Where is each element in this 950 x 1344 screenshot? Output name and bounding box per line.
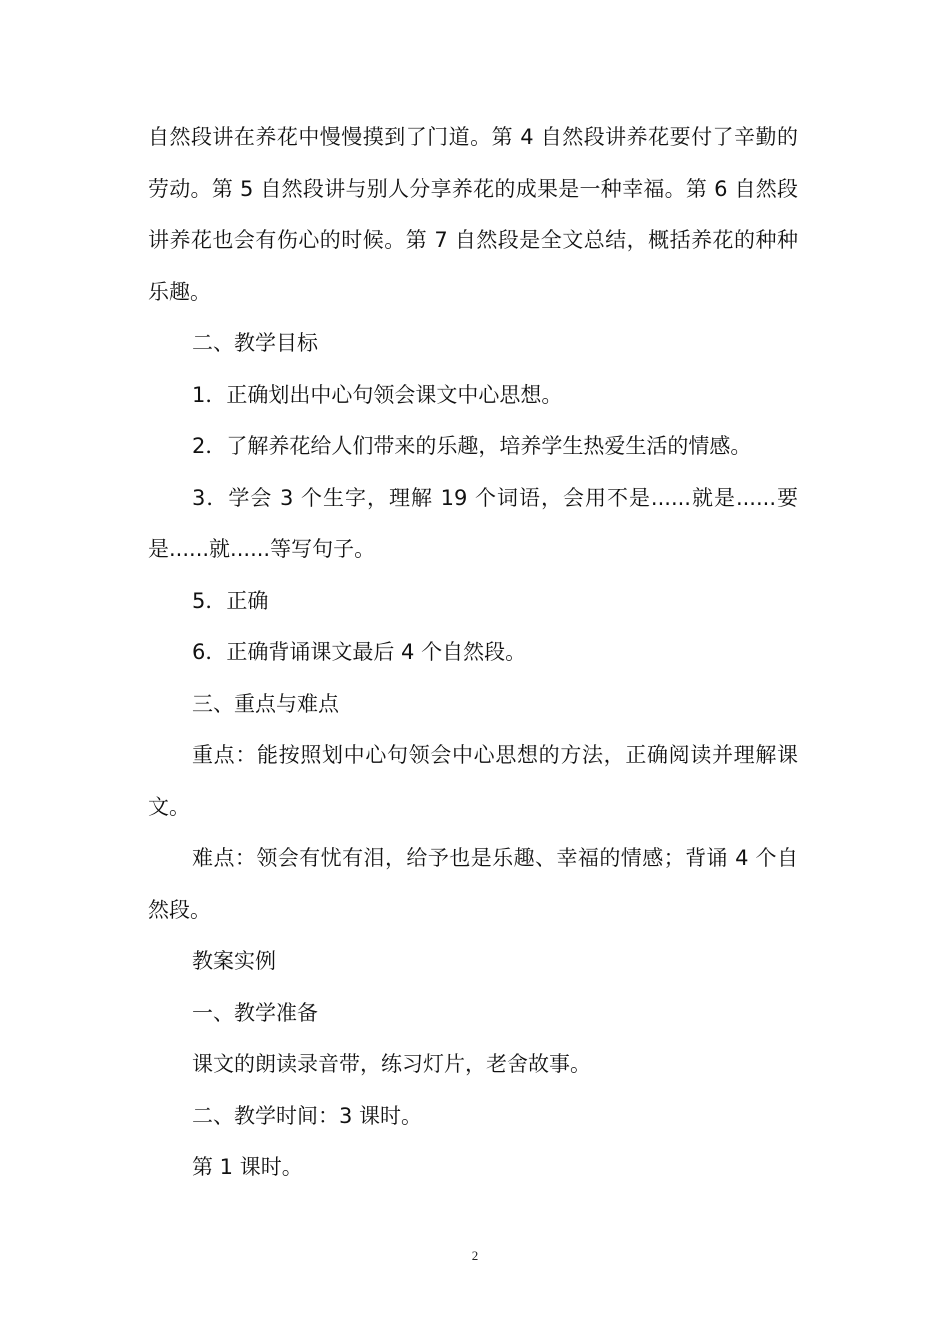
heading-teaching-time: 二、教学时间：3 课时。 bbox=[192, 1103, 423, 1128]
goal-item-3: 3．学会 3 个生字，理解 19 个词语，会用不是......就是......要是......就......等写句子。 bbox=[148, 485, 798, 561]
heading-lesson-example: 教案实例 bbox=[192, 949, 276, 973]
heading-preparation: 一、教学准备 bbox=[192, 1000, 318, 1025]
goal-item-2: 2．了解养花给人们带来的乐趣，培养学生热爱生活的情感。 bbox=[192, 434, 752, 458]
goal-item-1: 1．正确划出中心句领会课文中心思想。 bbox=[192, 382, 563, 407]
difficult-point: 难点：领会有忧有泪，给予也是乐趣、幸福的情感；背诵 4 个自然段。 bbox=[148, 846, 798, 922]
key-point: 重点：能按照划中心句领会中心思想的方法，正确阅读并理解课文。 bbox=[148, 743, 798, 819]
page-number: 2 bbox=[471, 1248, 479, 1263]
heading-teaching-goals: 二、教学目标 bbox=[192, 331, 318, 355]
document-body bbox=[148, 112, 798, 1194]
goal-item-5: 5．正确 bbox=[192, 588, 269, 613]
preparation-materials: 课文的朗读录音带，练习灯片，老舍故事。 bbox=[192, 1052, 591, 1076]
paragraph-intro-continued: 自然段讲在养花中慢慢摸到了门道。第 4 自然段讲养花要付了辛勤的劳动。第 5 自然段讲与别人分享养花的成果是一种幸福。第 6 自然段讲养花也会有伤心的时候。第 7 自然段是全文总结，概括养花的种种乐趣。 bbox=[148, 125, 798, 304]
lesson-1-heading: 第 1 课时。 bbox=[192, 1155, 303, 1179]
heading-key-points: 三、重点与难点 bbox=[192, 691, 339, 716]
goal-item-6: 6．正确背诵课文最后 4 个自然段。 bbox=[192, 640, 527, 664]
